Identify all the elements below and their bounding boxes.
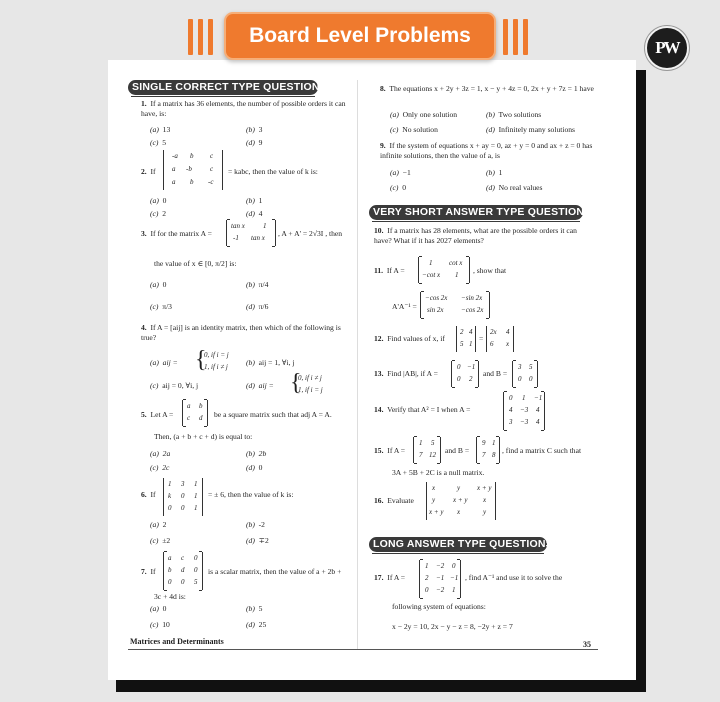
section-long-answer: LONG ANSWER TYPE QUESTIONS xyxy=(369,537,547,552)
option: (b) -2 xyxy=(246,520,265,529)
option: (a) 0 xyxy=(150,196,167,205)
question-15: 15. If A = xyxy=(374,446,406,455)
determinant: 2x 4 6 x xyxy=(486,326,514,352)
pw-logo: PW xyxy=(645,26,689,70)
option: (a) 13 xyxy=(150,125,171,134)
option: (b) 1 xyxy=(486,168,503,177)
determinant: -a b c a -b c a b -c xyxy=(163,150,223,190)
determinant: x y x + y y x + y x x + y x y xyxy=(426,482,496,520)
banner-stripes-left xyxy=(188,19,213,55)
determinant: 2 4 5 1 xyxy=(456,326,476,352)
matrix: 1 −2 0 2 −1 −1 0 −2 1 xyxy=(419,560,461,598)
option: (b) 5 xyxy=(246,604,263,613)
option: (d) π/6 xyxy=(246,302,269,311)
question-1: 1. If a matrix has 36 elements, the number of possible orders it can have, is: xyxy=(141,99,346,118)
option: (c) 0 xyxy=(390,183,407,192)
option: (c) 5 xyxy=(150,138,167,147)
option: (c) π/3 xyxy=(150,302,172,311)
option: (d) Infinitely many solutions xyxy=(486,125,576,134)
question-3: 3. If for the matrix A = xyxy=(141,229,212,238)
matrix: 3 5 0 0 xyxy=(512,361,538,387)
question-2: 2. If xyxy=(141,167,156,176)
option: (a) 0 xyxy=(150,604,167,613)
option-a: (a) aij = xyxy=(150,358,178,367)
question-14: 14. Verify that A² = I when A = xyxy=(374,405,471,414)
question-4: 4. If A = [aij] is an identity matrix, then which of the following is true? xyxy=(141,323,341,342)
column-divider xyxy=(357,80,358,650)
question-11: 11. If A = xyxy=(374,266,405,275)
option: (c) 2c xyxy=(150,463,170,472)
option: (c) 10 xyxy=(150,620,170,629)
matrix: 0 1 −1 4 −3 4 3 −3 4 xyxy=(503,392,545,430)
option: (b) 1 xyxy=(246,196,263,205)
matrix: a c 0 b d 0 0 0 5 xyxy=(163,552,203,590)
question-12: 12. Find values of x, if xyxy=(374,334,445,343)
footer-rule xyxy=(128,649,598,650)
determinant: 1 3 1 k 0 1 0 0 1 xyxy=(163,478,203,516)
page-number: 35 xyxy=(583,640,591,649)
section-single-correct: SINGLE CORRECT TYPE QUESTIONS xyxy=(128,80,318,95)
option: (a) Only one solution xyxy=(390,110,458,119)
matrix: 9 1 7 8 xyxy=(476,437,500,463)
option: (b) 2b xyxy=(246,449,267,458)
question-13: 13. Find |AB|, if A = xyxy=(374,369,438,378)
section-very-short: VERY SHORT ANSWER TYPE QUESTIONS xyxy=(369,205,583,220)
option: (a) −1 xyxy=(390,168,411,177)
option: (d) 0 xyxy=(246,463,263,472)
matrix: 0 −1 0 2 xyxy=(451,361,479,387)
question-10: 10. If a matrix has 28 elements, what are the possible orders it can have? What if it has 2027 elements? xyxy=(374,226,577,245)
question-9: 9. If the system of equations x + ay = 0, az + y = 0 and ax + z = 0 has infinite solutions, then the value of a, is xyxy=(380,141,593,160)
option-d: (d) aij = xyxy=(246,381,274,390)
matrix: a b c d xyxy=(182,400,208,426)
option-b: (b) aij = 1, ∀i, j xyxy=(246,358,295,367)
option: (d) 9 xyxy=(246,138,263,147)
option: (b) 3 xyxy=(246,125,263,134)
option: (c) No solution xyxy=(390,125,438,134)
option-c: (c) aij = 0, ∀i, j xyxy=(150,381,199,390)
question-5: 5. Let A = xyxy=(141,410,174,419)
option: (c) 2 xyxy=(150,209,167,218)
matrix: −cos 2x −sin 2x sin 2x −cos 2x xyxy=(420,292,490,318)
option: (d) 25 xyxy=(246,620,267,629)
option: (a) 2a xyxy=(150,449,171,458)
matrix: 1 cot x −cot x 1 xyxy=(418,257,470,283)
question-16: 16. Evaluate xyxy=(374,496,414,505)
question-8: 8. The equations x + 2y + 3z = 1, x − y + 4z = 0, 2x + y + 7z = 1 have xyxy=(380,84,594,93)
question-6: 6. If xyxy=(141,490,156,499)
matrix: 1 5 7 12 xyxy=(413,437,441,463)
banner-title: Board Level Problems xyxy=(224,12,496,60)
question-7: 7. If xyxy=(141,567,156,576)
option: (d) No real values xyxy=(486,183,543,192)
option: (d) 4 xyxy=(246,209,263,218)
banner-stripes-right xyxy=(503,19,528,55)
option: (c) ±2 xyxy=(150,536,171,545)
chapter-title: Matrices and Determinants xyxy=(130,637,224,646)
option: (b) Two solutions xyxy=(486,110,542,119)
option: (d) ∓2 xyxy=(246,536,269,545)
option: (a) 0 xyxy=(150,280,167,289)
option: (a) 2 xyxy=(150,520,167,529)
option: (b) π/4 xyxy=(246,280,269,289)
question-17: 17. If A = xyxy=(374,573,406,582)
matrix: tan x 1 -1 tan x xyxy=(226,220,276,246)
